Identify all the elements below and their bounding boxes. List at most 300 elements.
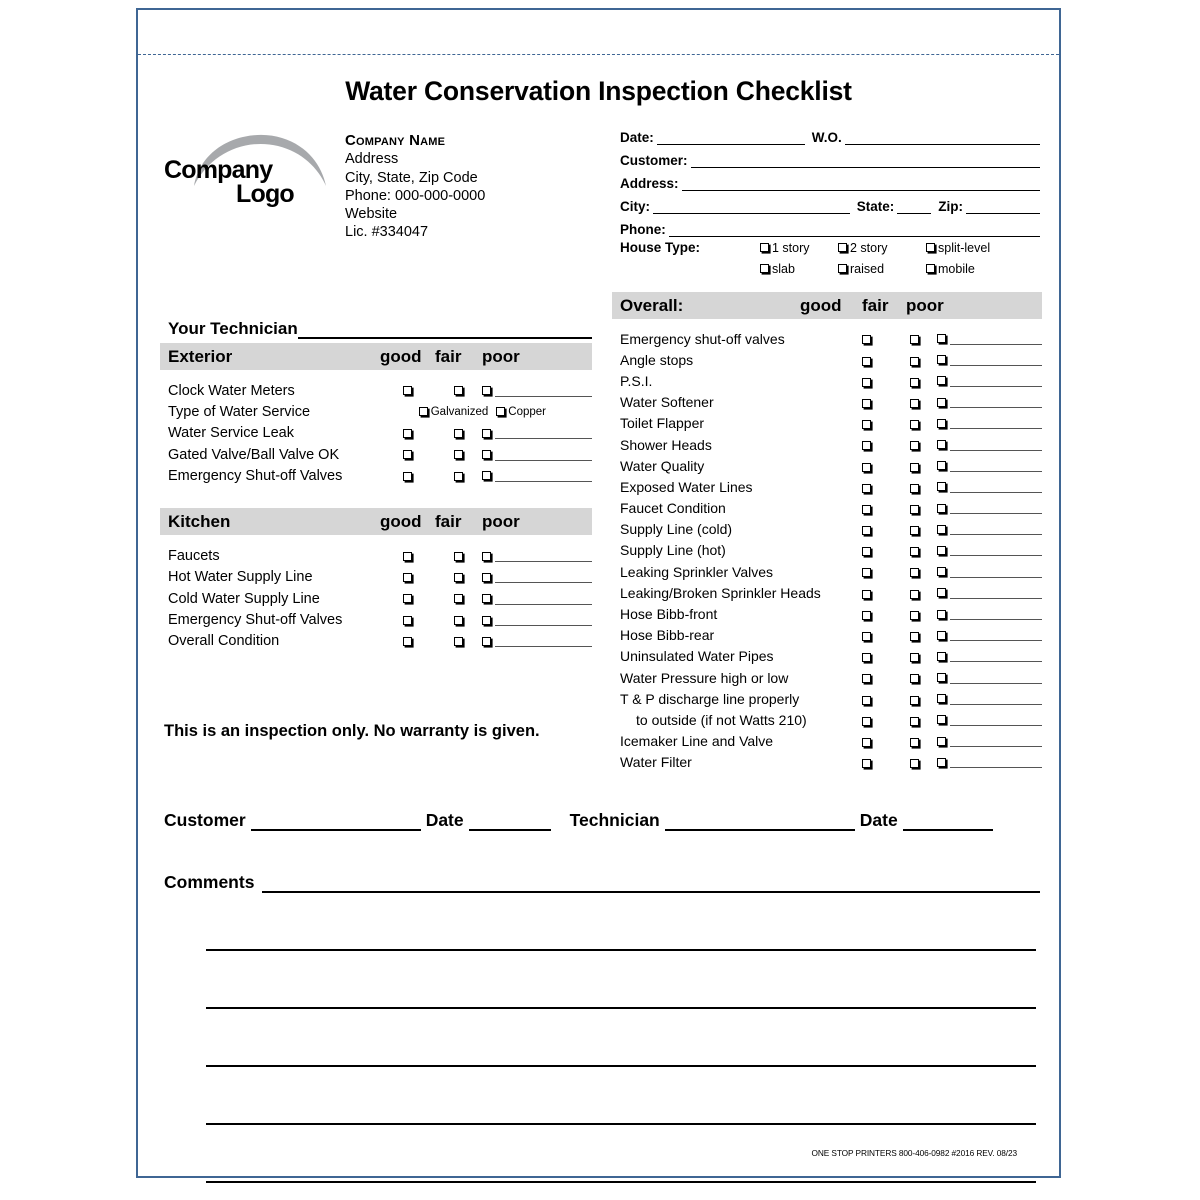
exterior-item-list [160, 370, 592, 486]
checkbox-icon[interactable] [937, 355, 946, 364]
checkbox-icon[interactable] [862, 505, 871, 514]
item-note-input[interactable] [495, 635, 592, 647]
rating-poor-cell[interactable] [937, 354, 1042, 366]
rating-good-cell[interactable] [840, 479, 892, 495]
rating-poor-cell[interactable] [937, 396, 1042, 408]
rating-fair-cell[interactable] [892, 712, 937, 728]
item-note-input[interactable] [495, 427, 592, 439]
company-website: Website [345, 206, 398, 223]
checkbox-icon[interactable] [910, 420, 919, 429]
state-input[interactable] [897, 200, 931, 214]
rating-good-cell[interactable] [840, 606, 892, 622]
checkbox-icon[interactable] [838, 243, 847, 252]
item-label: Water Service Leak [168, 425, 294, 442]
checkbox-icon[interactable] [403, 573, 412, 582]
checkbox-icon[interactable] [403, 594, 412, 603]
comments-label: Comments [164, 872, 255, 892]
checkbox-icon[interactable] [454, 450, 463, 459]
rating-good-cell[interactable] [840, 352, 892, 368]
list-item [620, 519, 1042, 540]
checkbox-icon[interactable] [862, 632, 871, 641]
list-item [168, 545, 592, 566]
checkbox-icon[interactable] [862, 759, 871, 768]
checkbox-icon[interactable] [760, 243, 769, 252]
checkbox-icon[interactable] [937, 525, 946, 534]
rating-poor-cell[interactable] [937, 735, 1042, 747]
rating-fair-cell[interactable] [435, 548, 482, 564]
rating-fair-cell[interactable] [435, 447, 482, 463]
rating-poor-cell[interactable] [482, 470, 592, 482]
checkbox-icon[interactable] [937, 398, 946, 407]
technician-date-input[interactable] [903, 813, 993, 831]
option-galvanized[interactable] [419, 406, 489, 418]
rating-poor-cell[interactable] [482, 550, 592, 562]
item-note-input[interactable] [495, 470, 592, 482]
rating-good-cell[interactable] [840, 458, 892, 474]
checkbox-icon[interactable] [937, 546, 946, 555]
rating-poor-cell[interactable] [937, 629, 1042, 641]
checkbox-icon[interactable] [937, 376, 946, 385]
checkbox-icon[interactable] [454, 637, 463, 646]
rating-fair-cell[interactable] [892, 754, 937, 770]
checkbox-icon[interactable] [910, 463, 919, 472]
rating-poor-cell[interactable] [937, 693, 1042, 705]
list-item [168, 423, 592, 444]
rating-poor-cell[interactable] [482, 593, 592, 605]
item-note-input[interactable] [950, 566, 1042, 578]
checkbox-icon[interactable] [482, 594, 491, 603]
rating-good-cell[interactable] [840, 712, 892, 728]
phone-row [620, 214, 1040, 237]
item-note-input[interactable] [950, 523, 1042, 535]
kitchen-heading: Kitchen [168, 511, 231, 531]
checkbox-icon[interactable] [910, 378, 919, 387]
phone-input[interactable] [669, 223, 1040, 237]
rating-good-cell[interactable] [380, 633, 435, 649]
rating-poor-cell[interactable] [482, 449, 592, 461]
rating-good-cell[interactable] [840, 733, 892, 749]
house-type-option-raised[interactable] [838, 262, 926, 276]
date-wo-row [620, 122, 1040, 145]
rating-poor-cell[interactable] [482, 427, 592, 439]
rating-poor-cell[interactable] [937, 587, 1042, 599]
rating-poor-cell[interactable] [482, 571, 592, 583]
list-item [168, 567, 592, 588]
checkbox-icon[interactable] [910, 484, 919, 493]
rating-fair-cell[interactable] [892, 691, 937, 707]
checkbox-icon[interactable] [419, 407, 428, 416]
checkbox-icon[interactable] [454, 573, 463, 582]
city-state-zip-row [620, 191, 1040, 214]
rating-poor-cell[interactable] [937, 566, 1042, 578]
checkbox-icon[interactable] [482, 450, 491, 459]
checkbox-icon[interactable] [862, 420, 871, 429]
item-note-input[interactable] [950, 396, 1042, 408]
company-name: Company Name [345, 132, 446, 149]
customer-label: Customer: [620, 153, 688, 168]
item-label: Leaking/Broken Sprinkler Heads [620, 584, 821, 601]
item-label: Water Quality [620, 457, 705, 474]
checkbox-icon[interactable] [403, 637, 412, 646]
item-note-input[interactable] [495, 614, 592, 626]
item-label: Angle stops [620, 351, 694, 368]
checkbox-icon[interactable] [937, 419, 946, 428]
logo-text-company: Company [164, 156, 273, 184]
checkbox-icon[interactable] [862, 463, 871, 472]
rating-poor-cell[interactable] [482, 614, 592, 626]
item-note-input[interactable] [950, 608, 1042, 620]
comments-input-line-4[interactable] [206, 1009, 1036, 1067]
checkbox-icon[interactable] [454, 386, 463, 395]
customer-signature-input[interactable] [251, 813, 421, 831]
checkbox-icon[interactable] [910, 674, 919, 683]
checkbox-icon[interactable] [937, 673, 946, 682]
rating-good-cell[interactable] [840, 331, 892, 347]
rating-fair-cell[interactable] [892, 585, 937, 601]
rating-poor-cell[interactable] [937, 756, 1042, 768]
option-label: Galvanized [430, 405, 489, 418]
item-label: P.S.I. [620, 372, 653, 389]
rating-fair-cell[interactable] [892, 500, 937, 516]
rating-poor-cell[interactable] [937, 460, 1042, 472]
checkbox-icon[interactable] [937, 737, 946, 746]
checkbox-icon[interactable] [482, 429, 491, 438]
city-input[interactable] [653, 200, 850, 214]
checkbox-icon[interactable] [454, 429, 463, 438]
list-item [620, 667, 1042, 688]
item-label: Water Softener [620, 394, 714, 411]
house-type-label: House Type: [620, 240, 701, 255]
checkbox-icon[interactable] [910, 357, 919, 366]
logo-text-logo: Logo [236, 180, 294, 208]
rating-fair-cell[interactable] [892, 670, 937, 686]
address-input[interactable] [682, 177, 1040, 191]
rating-fair-cell[interactable] [892, 352, 937, 368]
date-input[interactable] [657, 131, 805, 145]
checkbox-icon[interactable] [910, 505, 919, 514]
item-note-input[interactable] [950, 587, 1042, 599]
rating-poor-cell[interactable] [937, 417, 1042, 429]
rating-poor-cell[interactable] [937, 333, 1042, 345]
rating-poor-cell[interactable] [937, 439, 1042, 451]
checkbox-icon[interactable] [862, 611, 871, 620]
checkbox-icon[interactable] [926, 243, 935, 252]
item-note-input[interactable] [950, 544, 1042, 556]
comments-input-line-3[interactable] [206, 951, 1036, 1009]
house-type-option-mobile[interactable] [926, 262, 975, 276]
rating-fair-cell[interactable] [892, 415, 937, 431]
rating-poor-cell[interactable] [937, 672, 1042, 684]
rating-fair-cell[interactable] [892, 331, 937, 347]
checkbox-icon[interactable] [937, 504, 946, 513]
checkbox-icon[interactable] [403, 552, 412, 561]
overall-item-list [612, 319, 1042, 773]
company-phone: Phone: 000-000-0000 [345, 187, 486, 204]
comments-input-line-1[interactable] [262, 875, 1040, 893]
item-label: Exposed Water Lines [620, 478, 753, 495]
rating-fair-cell[interactable] [892, 437, 937, 453]
house-type-label-2-story: 2 story [850, 240, 888, 255]
house-type-label-slab: slab [772, 261, 795, 276]
technician-signature-label: Technician [569, 810, 660, 830]
checkbox-icon[interactable] [862, 335, 871, 344]
rating-good-cell[interactable] [840, 500, 892, 516]
rating-good-cell[interactable] [840, 521, 892, 537]
list-item [620, 688, 1042, 709]
house-type-option-split-level[interactable] [926, 241, 990, 255]
checkbox-icon[interactable] [454, 594, 463, 603]
checkbox-icon[interactable] [937, 440, 946, 449]
checkbox-icon[interactable] [454, 616, 463, 625]
checkbox-icon[interactable] [403, 429, 412, 438]
rating-fair-cell[interactable] [435, 612, 482, 628]
item-note-input[interactable] [950, 417, 1042, 429]
phone-label: Phone: [620, 222, 666, 237]
rating-poor-cell[interactable] [937, 650, 1042, 662]
list-item [620, 731, 1042, 752]
checkbox-icon[interactable] [910, 441, 919, 450]
rating-good-cell[interactable] [840, 754, 892, 770]
rating-good-cell[interactable] [380, 612, 435, 628]
exterior-heading: Exterior [168, 346, 233, 366]
list-item [168, 631, 592, 652]
rating-fair-cell[interactable] [892, 479, 937, 495]
rating-good-cell[interactable] [840, 627, 892, 643]
rating-good-cell[interactable] [840, 415, 892, 431]
checkbox-icon[interactable] [862, 696, 871, 705]
checkbox-icon[interactable] [937, 715, 946, 724]
item-label: T & P discharge line properly [620, 690, 800, 707]
printer-footer: ONE STOP PRINTERS 800-406-0982 #2016 REV. 08/23 [811, 1148, 1017, 1158]
item-label: Supply Line (cold) [620, 521, 733, 538]
checkbox-icon[interactable] [862, 484, 871, 493]
rating-good-cell[interactable] [380, 569, 435, 585]
checkbox-icon[interactable] [937, 567, 946, 576]
rating-poor-cell[interactable] [937, 544, 1042, 556]
checkbox-icon[interactable] [937, 588, 946, 597]
rating-good-cell[interactable] [840, 542, 892, 558]
rating-poor-cell[interactable] [482, 635, 592, 647]
item-note-input[interactable] [950, 502, 1042, 514]
checkbox-icon[interactable] [937, 482, 946, 491]
checkbox-icon[interactable] [910, 335, 919, 344]
rating-fair-cell[interactable] [892, 542, 937, 558]
rating-poor-cell[interactable] [937, 714, 1042, 726]
item-label: Hose Bibb-rear [620, 627, 715, 644]
checkbox-icon[interactable] [937, 334, 946, 343]
rating-good-cell[interactable] [840, 585, 892, 601]
list-item [620, 625, 1042, 646]
checkbox-icon[interactable] [910, 632, 919, 641]
checkbox-icon[interactable] [937, 652, 946, 661]
rating-fair-cell[interactable] [892, 373, 937, 389]
checkbox-icon[interactable] [760, 264, 769, 273]
rating-fair-cell[interactable] [435, 383, 482, 399]
item-label: Gated Valve/Ball Valve OK [168, 446, 340, 463]
item-note-input[interactable] [950, 735, 1042, 747]
rating-fair-cell[interactable] [892, 733, 937, 749]
state-label: State: [856, 199, 895, 214]
rating-fair-cell[interactable] [892, 458, 937, 474]
checkbox-icon[interactable] [910, 759, 919, 768]
rating-poor-cell[interactable] [937, 502, 1042, 514]
rating-good-cell[interactable] [840, 373, 892, 389]
item-note-input[interactable] [950, 375, 1042, 387]
rating-good-cell[interactable] [380, 591, 435, 607]
item-note-input[interactable] [950, 481, 1042, 493]
item-note-input[interactable] [950, 693, 1042, 705]
rating-poor-cell[interactable] [937, 608, 1042, 620]
checkbox-icon[interactable] [910, 526, 919, 535]
item-note-input[interactable] [950, 333, 1042, 345]
checkbox-icon[interactable] [403, 386, 412, 395]
item-note-input[interactable] [950, 756, 1042, 768]
rating-good-cell[interactable] [840, 691, 892, 707]
checkbox-icon[interactable] [838, 264, 847, 273]
checkbox-icon[interactable] [910, 590, 919, 599]
checkbox-icon[interactable] [937, 610, 946, 619]
checkbox-icon[interactable] [937, 694, 946, 703]
item-label: Supply Line (hot) [620, 542, 726, 559]
rating-poor-cell[interactable] [937, 375, 1042, 387]
checkbox-icon[interactable] [910, 653, 919, 662]
checkbox-icon[interactable] [910, 738, 919, 747]
rating-good-cell[interactable] [840, 670, 892, 686]
checkbox-icon[interactable] [910, 399, 919, 408]
item-note-input[interactable] [495, 593, 592, 605]
rating-good-cell[interactable] [380, 383, 435, 399]
technician-input[interactable] [298, 322, 592, 339]
checkbox-icon[interactable] [482, 552, 491, 561]
rating-good-cell[interactable] [840, 437, 892, 453]
item-label: Water Pressure high or low [620, 669, 789, 686]
list-item [168, 401, 592, 422]
rating-poor-cell[interactable] [937, 481, 1042, 493]
rating-good-cell[interactable] [380, 425, 435, 441]
header-fields [620, 122, 1040, 279]
item-label: Type of Water Service [168, 403, 311, 420]
house-type-option-2-story[interactable] [838, 241, 926, 255]
checkbox-icon[interactable] [862, 526, 871, 535]
rating-fair-cell[interactable] [892, 627, 937, 643]
checkbox-icon[interactable] [403, 616, 412, 625]
rating-fair-cell[interactable] [892, 521, 937, 537]
checkbox-icon[interactable] [910, 611, 919, 620]
item-note-input[interactable] [950, 439, 1042, 451]
rating-good-cell[interactable] [840, 648, 892, 664]
option-copper[interactable] [496, 406, 546, 418]
item-note-input[interactable] [950, 354, 1042, 366]
checkbox-icon[interactable] [910, 696, 919, 705]
checkbox-icon[interactable] [482, 386, 491, 395]
item-note-input[interactable] [950, 460, 1042, 472]
rating-poor-cell[interactable] [482, 385, 592, 397]
rating-good-cell[interactable] [380, 468, 435, 484]
rating-good-cell[interactable] [840, 394, 892, 410]
checkbox-icon[interactable] [403, 472, 412, 481]
checkbox-icon[interactable] [926, 264, 935, 273]
rating-fair-cell[interactable] [892, 394, 937, 410]
rating-fair-cell[interactable] [892, 564, 937, 580]
zip-input[interactable] [966, 200, 1040, 214]
list-item [620, 582, 1042, 603]
checkbox-icon[interactable] [862, 738, 871, 747]
customer-input[interactable] [691, 154, 1040, 168]
wo-input[interactable] [845, 131, 1040, 145]
rating-fair-cell[interactable] [892, 648, 937, 664]
comments-input-line-5[interactable] [206, 1067, 1036, 1125]
checkbox-icon[interactable] [862, 568, 871, 577]
checkbox-icon[interactable] [862, 378, 871, 387]
item-note-input[interactable] [950, 650, 1042, 662]
checkbox-icon[interactable] [482, 637, 491, 646]
left-column [160, 315, 592, 652]
item-note-input[interactable] [950, 629, 1042, 641]
item-note-input[interactable] [495, 449, 592, 461]
checkbox-icon[interactable] [862, 717, 871, 726]
checkbox-icon[interactable] [862, 399, 871, 408]
checkbox-icon[interactable] [454, 472, 463, 481]
rating-fair-cell[interactable] [892, 606, 937, 622]
checkbox-icon[interactable] [910, 568, 919, 577]
checkbox-icon[interactable] [403, 450, 412, 459]
rating-fair-cell[interactable] [435, 468, 482, 484]
house-type-option-slab[interactable] [760, 262, 838, 276]
list-item [620, 646, 1042, 667]
item-note-input[interactable] [950, 714, 1042, 726]
comments-blank-lines [160, 893, 1040, 1183]
checkbox-icon[interactable] [862, 653, 871, 662]
rating-fair-cell[interactable] [435, 591, 482, 607]
checkbox-icon[interactable] [862, 357, 871, 366]
item-note-input[interactable] [495, 550, 592, 562]
checkbox-icon[interactable] [496, 407, 505, 416]
perforation-line [138, 54, 1059, 55]
comments-input-line-2[interactable] [206, 893, 1036, 951]
rating-fair-cell[interactable] [435, 633, 482, 649]
checkbox-icon[interactable] [862, 547, 871, 556]
checkbox-icon[interactable] [482, 573, 491, 582]
technician-signature-input[interactable] [665, 813, 855, 831]
item-label: Water Filter [620, 754, 692, 771]
checkbox-icon[interactable] [937, 758, 946, 767]
house-type-option-1-story[interactable] [760, 241, 838, 255]
rating-fair-cell[interactable] [435, 569, 482, 585]
rating-good-cell[interactable] [840, 564, 892, 580]
customer-signature-label: Customer [164, 810, 246, 830]
checkbox-icon[interactable] [482, 471, 491, 480]
checkbox-icon[interactable] [862, 590, 871, 599]
checkbox-icon[interactable] [454, 552, 463, 561]
item-note-input[interactable] [950, 672, 1042, 684]
checkbox-icon[interactable] [482, 616, 491, 625]
checkbox-icon[interactable] [910, 547, 919, 556]
checkbox-icon[interactable] [862, 441, 871, 450]
checkbox-icon[interactable] [937, 461, 946, 470]
item-note-input[interactable] [495, 571, 592, 583]
rating-poor-cell[interactable] [937, 523, 1042, 535]
date-label: Date: [620, 130, 654, 145]
customer-date-input[interactable] [469, 813, 551, 831]
item-note-input[interactable] [495, 385, 592, 397]
checkbox-icon[interactable] [910, 717, 919, 726]
rating-fair-cell[interactable] [435, 425, 482, 441]
rating-good-cell[interactable] [380, 548, 435, 564]
kitchen-col-good: good [380, 511, 422, 531]
rating-good-cell[interactable] [380, 447, 435, 463]
checkbox-icon[interactable] [862, 674, 871, 683]
checkbox-icon[interactable] [937, 631, 946, 640]
